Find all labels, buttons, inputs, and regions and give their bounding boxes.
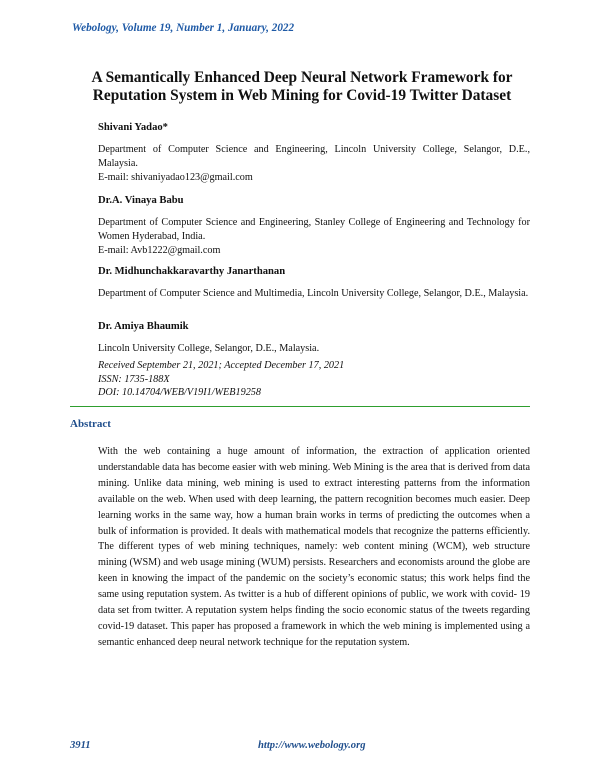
- journal-url[interactable]: http://www.webology.org: [258, 740, 366, 751]
- doi: DOI: 10.14704/WEB/V19I1/WEB19258: [98, 387, 261, 398]
- author-name: Dr. Amiya Bhaumik: [98, 321, 189, 332]
- received-accepted-dates: Received September 21, 2021; Accepted December 17, 2021: [98, 360, 345, 371]
- author-block: [98, 320, 530, 356]
- author-block: [98, 265, 530, 301]
- section-divider: [70, 406, 530, 407]
- author-affiliation: Lincoln University College, Selangor, D.E., Malaysia.: [98, 343, 320, 354]
- abstract-heading: Abstract: [70, 418, 111, 430]
- author-block: [98, 121, 530, 185]
- author-name: Dr. Midhunchakkaravarthy Janarthanan: [98, 266, 286, 277]
- abstract-text: With the web containing a huge amount of information, the extraction of application oriented understandable data has become easier with web mining. Web Mining is the area that is derived from data mining. Unlike data mining, web mining is used to extract interesting patterns from the information available on the web. When used with deep learning, the pattern recognition becomes much easier. Deep learning works in the same way, how a human brain works in terms of predicting the outcomes when a bulk of information is provided. It deals with mathematical models that recognize the patterns efficiently. The different types of web mining techniques, namely: web content mining (WCM), web structure mining (WSM) and web usage mining (WUM) persists. Researchers and economists around the globe are keen in knowing the impact of the pandemic on the society’s economic status; this work helps find the same using reputation system. As twitter is a hub of different opinions of public, we work with covid- 19 data set from twitter. A reputation system helps finding the socio economic status of the tweets regarding covid-19 dataset. This paper has proposed a framework in which the web mining is implemented using a semantic enhanced deep neural network technique for the reputation system.: [98, 446, 530, 648]
- author-email: E-mail: shivaniyadao123@gmail.com: [98, 172, 253, 183]
- author-block: [98, 194, 530, 258]
- author-affiliation: Department of Computer Science and Engineering, Stanley College of Engineering and Technology for Women Hyderabad, India.: [98, 217, 530, 242]
- paper-title: A Semantically Enhanced Deep Neural Network Framework for Reputation System in Web Mining for Covid-19 Twitter Dataset: [91, 69, 513, 104]
- author-name: Dr.A. Vinaya Babu: [98, 195, 184, 206]
- author-name: Shivani Yadao*: [98, 122, 168, 133]
- issn: ISSN: 1735-188X: [98, 373, 170, 385]
- author-affiliation: Department of Computer Science and Multimedia, Lincoln University College, Selangor, D.E., Malaysia.: [98, 288, 529, 299]
- journal-header: Webology, Volume 19, Number 1, January, 2022: [72, 22, 295, 34]
- publication-info: [98, 359, 344, 400]
- author-email: E-mail: Avb1222@gmail.com: [98, 245, 221, 256]
- page-number: 3911: [70, 740, 91, 751]
- author-affiliation: Department of Computer Science and Engineering, Lincoln University College, Selangor, D.E., Malaysia.: [98, 144, 530, 169]
